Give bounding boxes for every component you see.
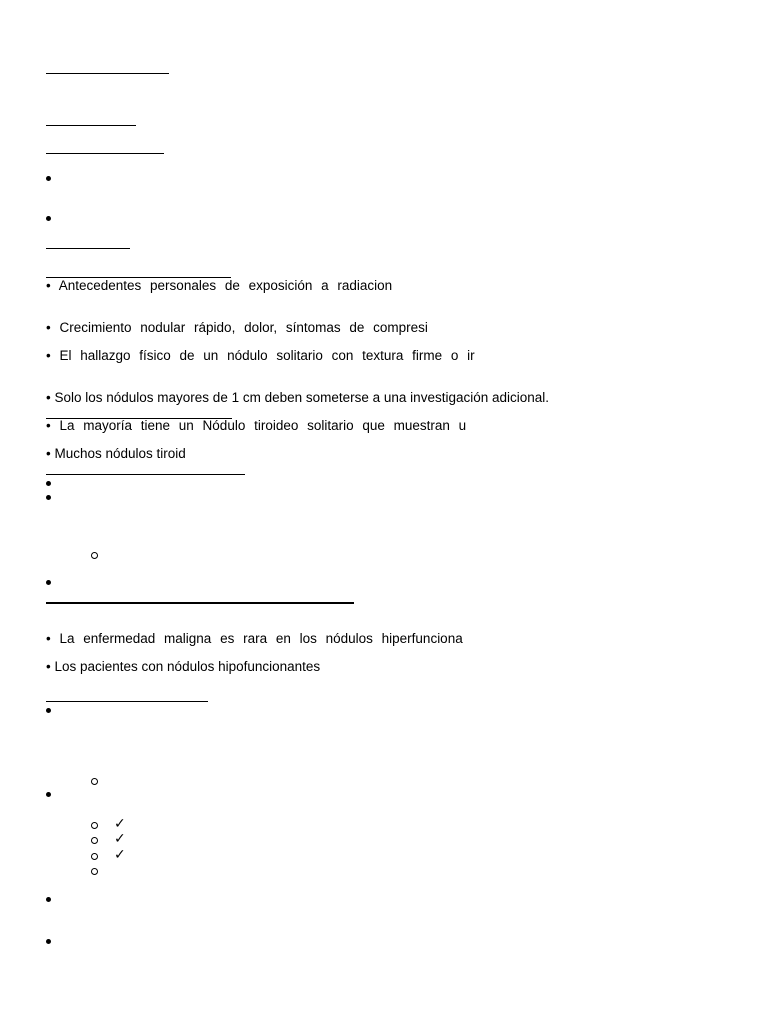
bullet-icon <box>46 481 51 486</box>
heading-rule-1 <box>46 73 169 74</box>
text-line-hypofunctioning: • Los pacientes con nódulos hipofuncionantes <box>46 659 321 674</box>
bullet-icon <box>46 216 51 221</box>
check-mark-icon: ✓ <box>114 831 126 847</box>
heading-rule-9 <box>46 701 208 702</box>
check-mark-icon: ✓ <box>114 816 126 832</box>
text-line-nodule-size: • Solo los nódulos mayores de 1 cm deben someterse a una investigación adicional. <box>46 390 550 405</box>
text-line-nodular-growth: • Crecimiento nodular rápido, dolor, síntomas de compresi <box>46 320 428 335</box>
heading-rule-8 <box>46 602 354 604</box>
heading-rule-7 <box>46 474 245 475</box>
text-line-radiation-history: • Antecedentes personales de exposición a radiacion <box>46 278 393 293</box>
sub-bullet-icon <box>91 822 98 829</box>
sub-bullet-icon <box>91 552 98 559</box>
bullet-icon <box>46 897 51 902</box>
text-line-physical-finding: • El hallazgo físico de un nódulo solitario con textura firme o ir <box>46 348 475 363</box>
heading-rule-2 <box>46 125 136 126</box>
check-mark-icon: ✓ <box>114 847 126 863</box>
text-line-solitary-nodule: • La mayoría tiene un Nódulo tiroideo solitario que muestran u <box>46 418 467 433</box>
bullet-icon <box>46 792 51 797</box>
sub-bullet-icon <box>91 868 98 875</box>
sub-bullet-icon <box>91 778 98 785</box>
bullet-icon <box>46 708 51 713</box>
sub-bullet-icon <box>91 837 98 844</box>
heading-rule-4 <box>46 248 130 249</box>
bullet-icon <box>46 495 51 500</box>
text-line-malignant-disease: • La enfermedad maligna es rara en los nódulos hiperfunciona <box>46 631 463 646</box>
bullet-icon <box>46 176 51 181</box>
heading-rule-3 <box>46 153 164 154</box>
text-line-many-nodules: • Muchos nódulos tiroid <box>46 446 186 461</box>
bullet-icon <box>46 580 51 585</box>
sub-bullet-icon <box>91 853 98 860</box>
bullet-icon <box>46 939 51 944</box>
